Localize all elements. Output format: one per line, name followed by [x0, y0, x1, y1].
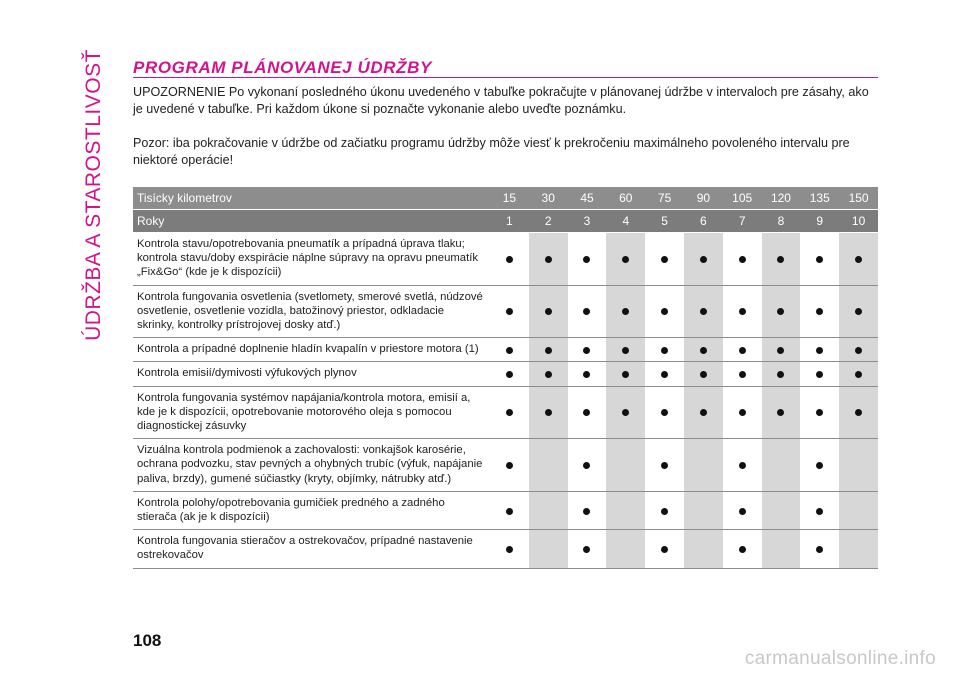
check-dot-icon — [816, 546, 823, 553]
row-description: Kontrola stavu/opotrebovania pneumatík a prípadná úprava tlaku; kontrola stavu/doby exspirácie náplne súpravy na opravu pneumatík „Fix&Go“ (kde je k dispozícii) — [133, 233, 490, 286]
check-dot-icon — [622, 347, 629, 354]
check-dot-icon — [583, 371, 590, 378]
check-dot-icon — [545, 409, 552, 416]
check-dot-icon — [506, 409, 513, 416]
interval-cell — [723, 362, 762, 386]
interval-cell — [529, 530, 568, 568]
table-row — [133, 439, 878, 492]
header-km-7: 105 — [723, 187, 762, 210]
interval-cell — [490, 491, 529, 529]
header-year-7: 7 — [723, 210, 762, 233]
check-dot-icon — [739, 508, 746, 515]
check-dot-icon — [777, 347, 784, 354]
interval-cell — [839, 233, 878, 286]
check-dot-icon — [661, 462, 668, 469]
row-description: Vizuálna kontrola podmienok a zachovalosti: vonkajšok karosérie, ochrana podvozku, stav pevných a ohybných trubíc (výfuk, napájanie paliva, brzdy), gumené súčiastky (kryty, objímky, nátrubky atď.) — [133, 439, 490, 492]
check-dot-icon — [816, 508, 823, 515]
interval-cell — [529, 439, 568, 492]
interval-cell — [723, 338, 762, 362]
table-row — [133, 491, 878, 529]
header-year-6: 6 — [684, 210, 723, 233]
header-year-1: 1 — [490, 210, 529, 233]
check-dot-icon — [816, 409, 823, 416]
header-km-9: 135 — [800, 187, 839, 210]
check-dot-icon — [661, 546, 668, 553]
row-description: Kontrola fungovania stieračov a ostrekovačov, prípadné nastavenie ostrekovačov — [133, 530, 490, 568]
header-year-10: 10 — [839, 210, 878, 233]
header-year-8: 8 — [762, 210, 801, 233]
table-row — [133, 285, 878, 338]
interval-cell — [762, 362, 801, 386]
header-km-4: 60 — [606, 187, 645, 210]
interval-cell — [606, 338, 645, 362]
interval-cell — [645, 386, 684, 439]
check-dot-icon — [661, 308, 668, 315]
check-dot-icon — [816, 347, 823, 354]
interval-cell — [800, 338, 839, 362]
interval-cell — [606, 386, 645, 439]
interval-cell — [723, 439, 762, 492]
check-dot-icon — [700, 409, 707, 416]
interval-cell — [723, 491, 762, 529]
check-dot-icon — [583, 347, 590, 354]
interval-cell — [762, 285, 801, 338]
interval-cell — [529, 233, 568, 286]
interval-cell — [800, 491, 839, 529]
interval-cell — [762, 338, 801, 362]
interval-cell — [684, 491, 723, 529]
check-dot-icon — [545, 347, 552, 354]
check-dot-icon — [739, 409, 746, 416]
check-dot-icon — [583, 256, 590, 263]
interval-cell — [800, 285, 839, 338]
interval-cell — [645, 233, 684, 286]
check-dot-icon — [622, 371, 629, 378]
interval-cell — [606, 362, 645, 386]
interval-cell — [684, 338, 723, 362]
check-dot-icon — [777, 256, 784, 263]
interval-cell — [839, 530, 878, 568]
watermark: carmanualsonline.info — [744, 648, 936, 669]
check-dot-icon — [661, 508, 668, 515]
interval-cell — [684, 285, 723, 338]
check-dot-icon — [700, 347, 707, 354]
interval-cell — [606, 285, 645, 338]
header-km-10: 150 — [839, 187, 878, 210]
interval-cell — [645, 530, 684, 568]
title-underline — [133, 77, 878, 78]
check-dot-icon — [622, 308, 629, 315]
header-year-5: 5 — [645, 210, 684, 233]
check-dot-icon — [855, 308, 862, 315]
header-year-9: 9 — [800, 210, 839, 233]
check-dot-icon — [777, 409, 784, 416]
table-row — [133, 338, 878, 362]
check-dot-icon — [506, 308, 513, 315]
check-dot-icon — [506, 462, 513, 469]
check-dot-icon — [739, 308, 746, 315]
page-title: PROGRAM PLÁNOVANEJ ÚDRŽBY — [133, 58, 432, 77]
header-years-label: Roky — [133, 210, 490, 233]
interval-cell — [568, 491, 607, 529]
interval-cell — [568, 439, 607, 492]
check-dot-icon — [700, 371, 707, 378]
check-dot-icon — [739, 546, 746, 553]
interval-cell — [762, 491, 801, 529]
check-dot-icon — [855, 256, 862, 263]
check-dot-icon — [661, 256, 668, 263]
interval-cell — [568, 362, 607, 386]
check-dot-icon — [506, 371, 513, 378]
check-dot-icon — [622, 409, 629, 416]
check-dot-icon — [622, 256, 629, 263]
check-dot-icon — [777, 371, 784, 378]
interval-cell — [723, 530, 762, 568]
side-chapter-title — [74, 49, 114, 341]
interval-cell — [529, 338, 568, 362]
check-dot-icon — [661, 409, 668, 416]
warning-paragraph: UPOZORNENIE Po vykonaní posledného úkonu uvedeného v tabuľke pokračujte v plánovanej údržbe v intervaloch pre zásahy, ako je uvedené v tabuľke. Pri každom úkone si poznačte vykonanie alebo uveďte poznámku. — [133, 85, 869, 116]
interval-cell — [839, 285, 878, 338]
interval-cell — [490, 362, 529, 386]
header-year-4: 4 — [606, 210, 645, 233]
interval-cell — [568, 386, 607, 439]
interval-cell — [606, 491, 645, 529]
interval-cell — [723, 285, 762, 338]
check-dot-icon — [583, 508, 590, 515]
interval-cell — [606, 233, 645, 286]
check-dot-icon — [506, 256, 513, 263]
interval-cell — [568, 233, 607, 286]
check-dot-icon — [700, 308, 707, 315]
note-paragraph: Pozor: iba pokračovanie v údržbe od začiatku programu údržby môže viesť k prekročeniu maximálneho povoleného intervalu pre niektoré operácie! — [133, 136, 850, 167]
header-km-label: Tisícky kilometrov — [133, 187, 490, 210]
interval-cell — [839, 362, 878, 386]
interval-cell — [529, 491, 568, 529]
interval-cell — [490, 233, 529, 286]
interval-cell — [490, 386, 529, 439]
interval-cell — [490, 439, 529, 492]
interval-cell — [723, 233, 762, 286]
check-dot-icon — [583, 409, 590, 416]
check-dot-icon — [816, 462, 823, 469]
header-km-5: 75 — [645, 187, 684, 210]
header-km-1: 15 — [490, 187, 529, 210]
interval-cell — [839, 338, 878, 362]
check-dot-icon — [739, 462, 746, 469]
check-dot-icon — [545, 308, 552, 315]
header-km-3: 45 — [568, 187, 607, 210]
interval-cell — [645, 439, 684, 492]
side-chapter-title-text: ÚDRŽBA A STAROSTLIVOSŤ — [82, 49, 106, 341]
header-row-years — [133, 210, 878, 233]
interval-cell — [839, 491, 878, 529]
interval-cell — [568, 338, 607, 362]
header-row-km — [133, 187, 878, 210]
interval-cell — [568, 285, 607, 338]
interval-cell — [762, 233, 801, 286]
header-year-3: 3 — [568, 210, 607, 233]
interval-cell — [606, 439, 645, 492]
interval-cell — [568, 530, 607, 568]
row-description: Kontrola polohy/opotrebovania gumičiek predného a zadného stierača (ak je k dispozícii) — [133, 491, 490, 529]
table-row — [133, 386, 878, 439]
interval-cell — [839, 439, 878, 492]
check-dot-icon — [739, 347, 746, 354]
check-dot-icon — [739, 371, 746, 378]
interval-cell — [529, 362, 568, 386]
row-description: Kontrola fungovania osvetlenia (svetlomety, smerové svetlá, núdzové osvetlenie, osvetlenie vozidla, batožinový priestor, odkladacie skrinky, kontrolky prístrojovej dosky atď.) — [133, 285, 490, 338]
row-description: Kontrola a prípadné doplnenie hladín kvapalín v priestore motora (1) — [133, 338, 490, 362]
check-dot-icon — [583, 308, 590, 315]
check-dot-icon — [661, 347, 668, 354]
check-dot-icon — [506, 508, 513, 515]
interval-cell — [762, 439, 801, 492]
check-dot-icon — [816, 308, 823, 315]
check-dot-icon — [545, 256, 552, 263]
table-row — [133, 362, 878, 386]
interval-cell — [800, 439, 839, 492]
check-dot-icon — [506, 546, 513, 553]
interval-cell — [762, 386, 801, 439]
interval-cell — [762, 530, 801, 568]
check-dot-icon — [855, 409, 862, 416]
interval-cell — [645, 338, 684, 362]
interval-cell — [684, 386, 723, 439]
check-dot-icon — [855, 371, 862, 378]
interval-cell — [645, 362, 684, 386]
check-dot-icon — [816, 256, 823, 263]
interval-cell — [529, 285, 568, 338]
interval-cell — [490, 338, 529, 362]
interval-cell — [800, 530, 839, 568]
header-km-8: 120 — [762, 187, 801, 210]
check-dot-icon — [777, 308, 784, 315]
interval-cell — [529, 386, 568, 439]
check-dot-icon — [816, 371, 823, 378]
interval-cell — [684, 233, 723, 286]
header-km-6: 90 — [684, 187, 723, 210]
check-dot-icon — [583, 462, 590, 469]
interval-cell — [684, 439, 723, 492]
row-description: Kontrola emisií/dymivosti výfukových plynov — [133, 362, 490, 386]
interval-cell — [684, 362, 723, 386]
table-row — [133, 530, 878, 568]
check-dot-icon — [506, 347, 513, 354]
header-km-2: 30 — [529, 187, 568, 210]
maintenance-table — [133, 187, 878, 569]
interval-cell — [800, 233, 839, 286]
interval-cell — [645, 285, 684, 338]
interval-cell — [839, 386, 878, 439]
check-dot-icon — [583, 546, 590, 553]
interval-cell — [606, 530, 645, 568]
table-row — [133, 233, 878, 286]
interval-cell — [645, 491, 684, 529]
page-number: 108 — [133, 631, 162, 650]
check-dot-icon — [545, 371, 552, 378]
interval-cell — [800, 362, 839, 386]
interval-cell — [723, 386, 762, 439]
interval-cell — [684, 530, 723, 568]
check-dot-icon — [661, 371, 668, 378]
interval-cell — [800, 386, 839, 439]
row-description: Kontrola fungovania systémov napájania/kontrola motora, emisií a, kde je k dispozícii, opotrebovanie motorového oleja s pomocou diagnostickej zásuvky — [133, 386, 490, 439]
interval-cell — [490, 285, 529, 338]
check-dot-icon — [700, 256, 707, 263]
header-year-2: 2 — [529, 210, 568, 233]
interval-cell — [490, 530, 529, 568]
check-dot-icon — [739, 256, 746, 263]
check-dot-icon — [855, 347, 862, 354]
